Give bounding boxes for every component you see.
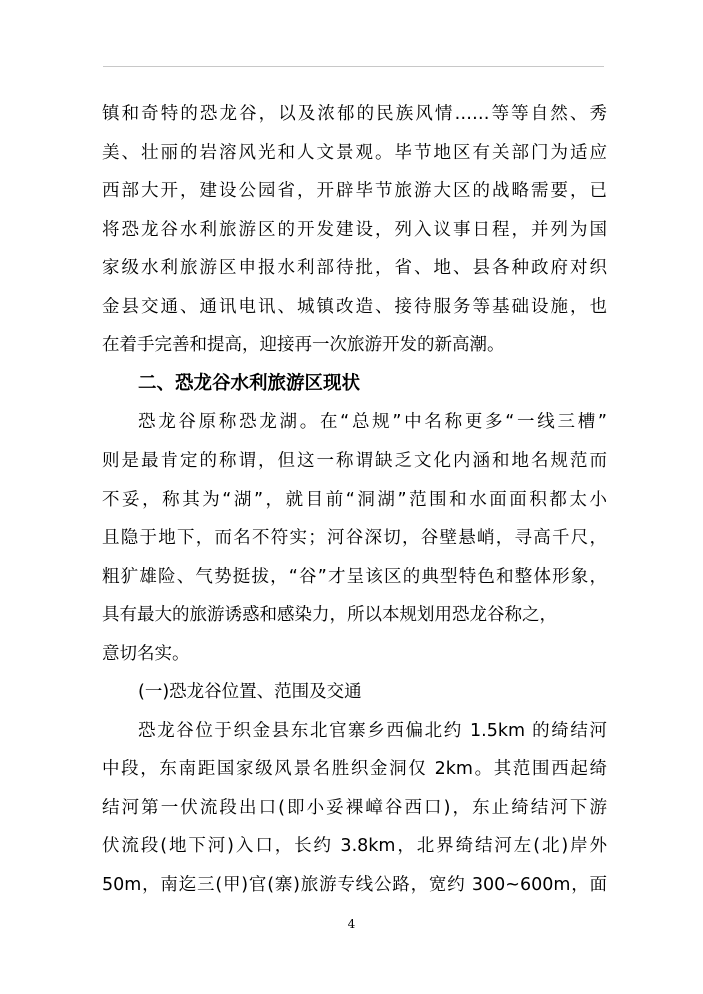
text-line: 金县交通、通讯电讯、城镇改造、接待服务等基础设施，也 [102,296,607,317]
text-line: 恐龙谷原称恐龙湖。在“总规”中名称更多“一线三槽” [138,412,607,433]
text-line: 镇和奇特的恐龙谷，以及浓郁的民族风情……等等自然、秀 [102,104,607,124]
section-heading: 二、恐龙谷水利旅游区现状 [138,372,361,394]
text-line: 50m，南迄三(甲)官(寨)旅游专线公路，宽约 300~600m，面 [102,875,607,895]
text-line: 西部大开，建设公园省，开辟毕节旅游大区的战略需要，已 [102,181,607,202]
text-line: 中段，东南距国家级风景名胜织金洞仅 2km。其范围西起绮 [102,759,607,780]
text-line: 将恐龙谷水利旅游区的开发建设，列入议事日程，并列为国 [102,219,607,240]
text-line: 意切名实。 [102,643,190,664]
page-number: 4 [347,917,356,931]
text-line: 则是最肯定的称谓，但这一称谓缺乏文化内涵和地名规范而 [102,450,607,471]
text-line: 结河第一伏流段出口(即小妥裸嶂谷西口)，东止绮结河下游 [102,797,607,818]
text-line: 美、壮丽的岩溶风光和人文景观。毕节地区有关部门为适应 [102,142,607,163]
text-line: 且隐于地下，而名不符实；河谷深切，谷壁悬峭，寻高千尺， [102,528,607,549]
header-rule [103,66,604,67]
text-line: 具有最大的旅游诱惑和感染力，所以本规划用恐龙谷称之， [102,605,557,626]
text-line: 家级水利旅游区申报水利部待批，省、地、县各种政府对织 [102,258,607,279]
text-line: 恐龙谷位于织金县东北官寨乡西偏北约 1.5km 的绮结河 [138,720,607,741]
subsection-heading: (一)恐龙谷位置、范围及交通 [138,682,362,703]
text-line: 粗犷雄险、气势挺拔，“谷”才呈该区的典型特色和整体形象， [102,566,607,587]
text-line: 在着手完善和提高，迎接再一次旅游开发的新高潮。 [102,335,505,356]
text-line: 伏流段(地下河)入口，长约 3.8km，北界绮结河左(北)岸外 [102,836,607,857]
text-line: 不妥，称其为“湖”，就目前“洞湖”范围和水面面积都太小 [102,489,607,510]
